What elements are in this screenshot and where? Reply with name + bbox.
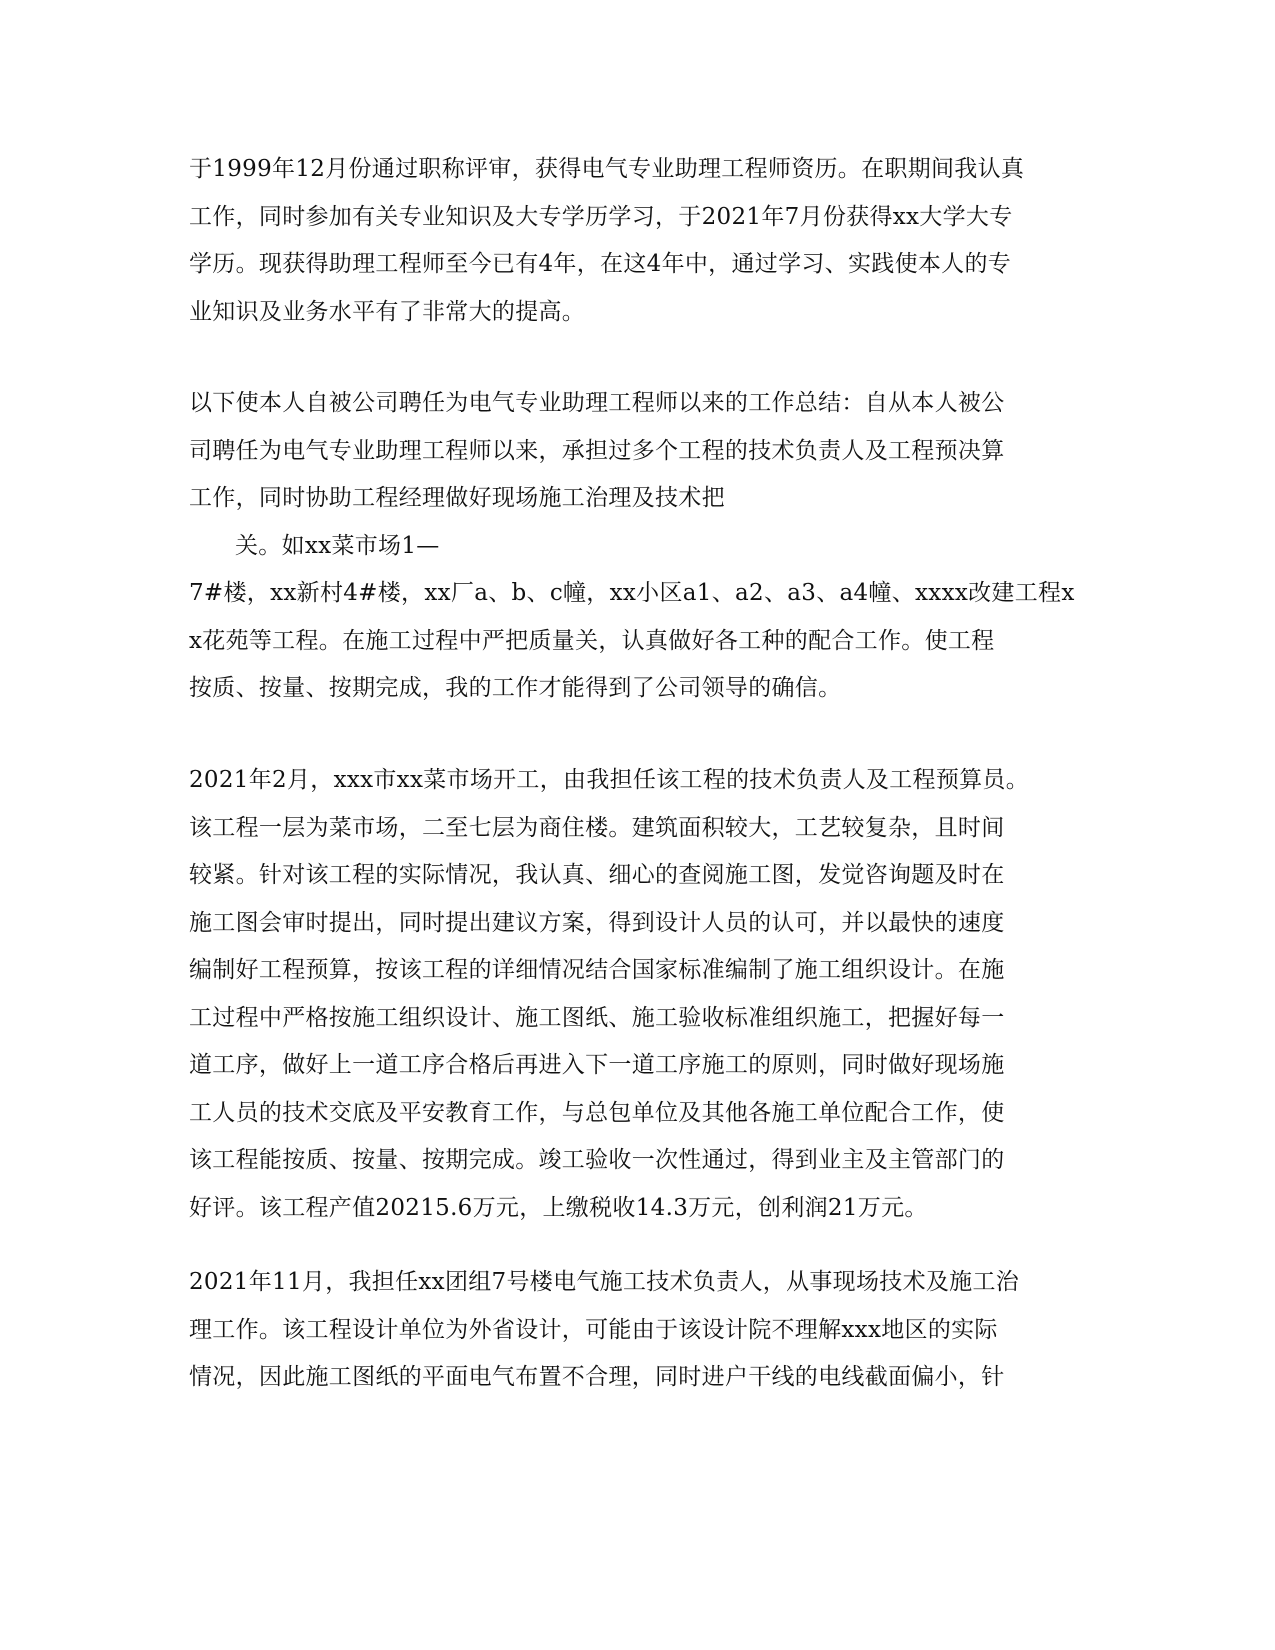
text-line: 较紧。针对该工程的实际情况，我认真、细心的查阅施工图，发觉咨询题及时在	[189, 862, 1005, 888]
paragraph-qualification	[189, 146, 1049, 336]
text-line: 编制好工程预算，按该工程的详细情况结合国家标准编制了施工组织设计。在施	[189, 957, 1005, 983]
paragraph-work-summary	[189, 380, 1075, 713]
text-line: 道工序，做好上一道工序合格后再进入下一道工序施工的原则，同时做好现场施	[189, 1052, 1005, 1078]
paragraph-market-project	[189, 757, 1049, 1232]
text-line: 司聘任为电气专业助理工程师以来，承担过多个工程的技术负责人及工程预决算	[189, 437, 1005, 464]
text-line: x花苑等工程。在施工过程中严把质量关，认真做好各工种的配合工作。使工程	[189, 627, 995, 654]
text-line: 以下使本人自被公司聘任为电气专业助理工程师以来的工作总结：自从本人被公	[189, 390, 1005, 416]
paragraph-building-project	[189, 1259, 1049, 1402]
text-line: 好评。该工程产值20215.6万元，上缴税收14.3万元，创利润21万元。	[189, 1194, 928, 1221]
text-line: 关。如xx菜市场1—	[235, 532, 440, 559]
text-line: 工作，同时参加有关专业知识及大专学历学习，于2021年7月份获得xx大学大专	[189, 203, 1013, 230]
text-line: 工人员的技术交底及平安教育工作，与总包单位及其他各施工单位配合工作，使	[189, 1099, 1005, 1126]
text-line: 工作，同时协助工程经理做好现场施工治理及技术把	[189, 485, 725, 511]
text-line: 业知识及业务水平有了非常大的提高。	[189, 298, 586, 325]
text-line: 施工图会审时提出，同时提出建议方案，得到设计人员的认可，并以最快的速度	[189, 909, 1005, 936]
text-line: 工过程中严格按施工组织设计、施工图纸、施工验收标准组织施工，把握好每一	[189, 1004, 1005, 1031]
text-line: 该工程能按质、按量、按期完成。竣工验收一次性通过，得到业主及主管部门的	[189, 1147, 1005, 1173]
text-line: 情况，因此施工图纸的平面电气布置不合理，同时进户干线的电线截面偏小，针	[189, 1364, 1005, 1390]
text-line: 2021年2月，xxx市xx菜市场开工，由我担任该工程的技术负责人及工程预算员。	[189, 767, 1030, 793]
text-line: 该工程一层为菜市场，二至七层为商住楼。建筑面积较大，工艺较复杂，且时间	[189, 814, 1005, 841]
text-line: 理工作。该工程设计单位为外省设计，可能由于该设计院不理解xxx地区的实际	[189, 1316, 998, 1343]
text-line: 按质、按量、按期完成，我的工作才能得到了公司领导的确信。	[189, 675, 842, 701]
text-line: 7#楼，xx新村4#楼，xx厂a、b、c幢，xx小区a1、a2、a3、a4幢、xxxx改建工程x	[189, 580, 1075, 606]
text-line: 学历。现获得助理工程师至今已有4年，在这4年中，通过学习、实践使本人的专	[189, 251, 1012, 277]
text-line: 2021年11月，我担任xx团组7号楼电气施工技术负责人，从事现场技术及施工治	[189, 1269, 1020, 1295]
text-line: 于1999年12月份通过职称评审，获得电气专业助理工程师资历。在职期间我认真	[189, 156, 1025, 182]
